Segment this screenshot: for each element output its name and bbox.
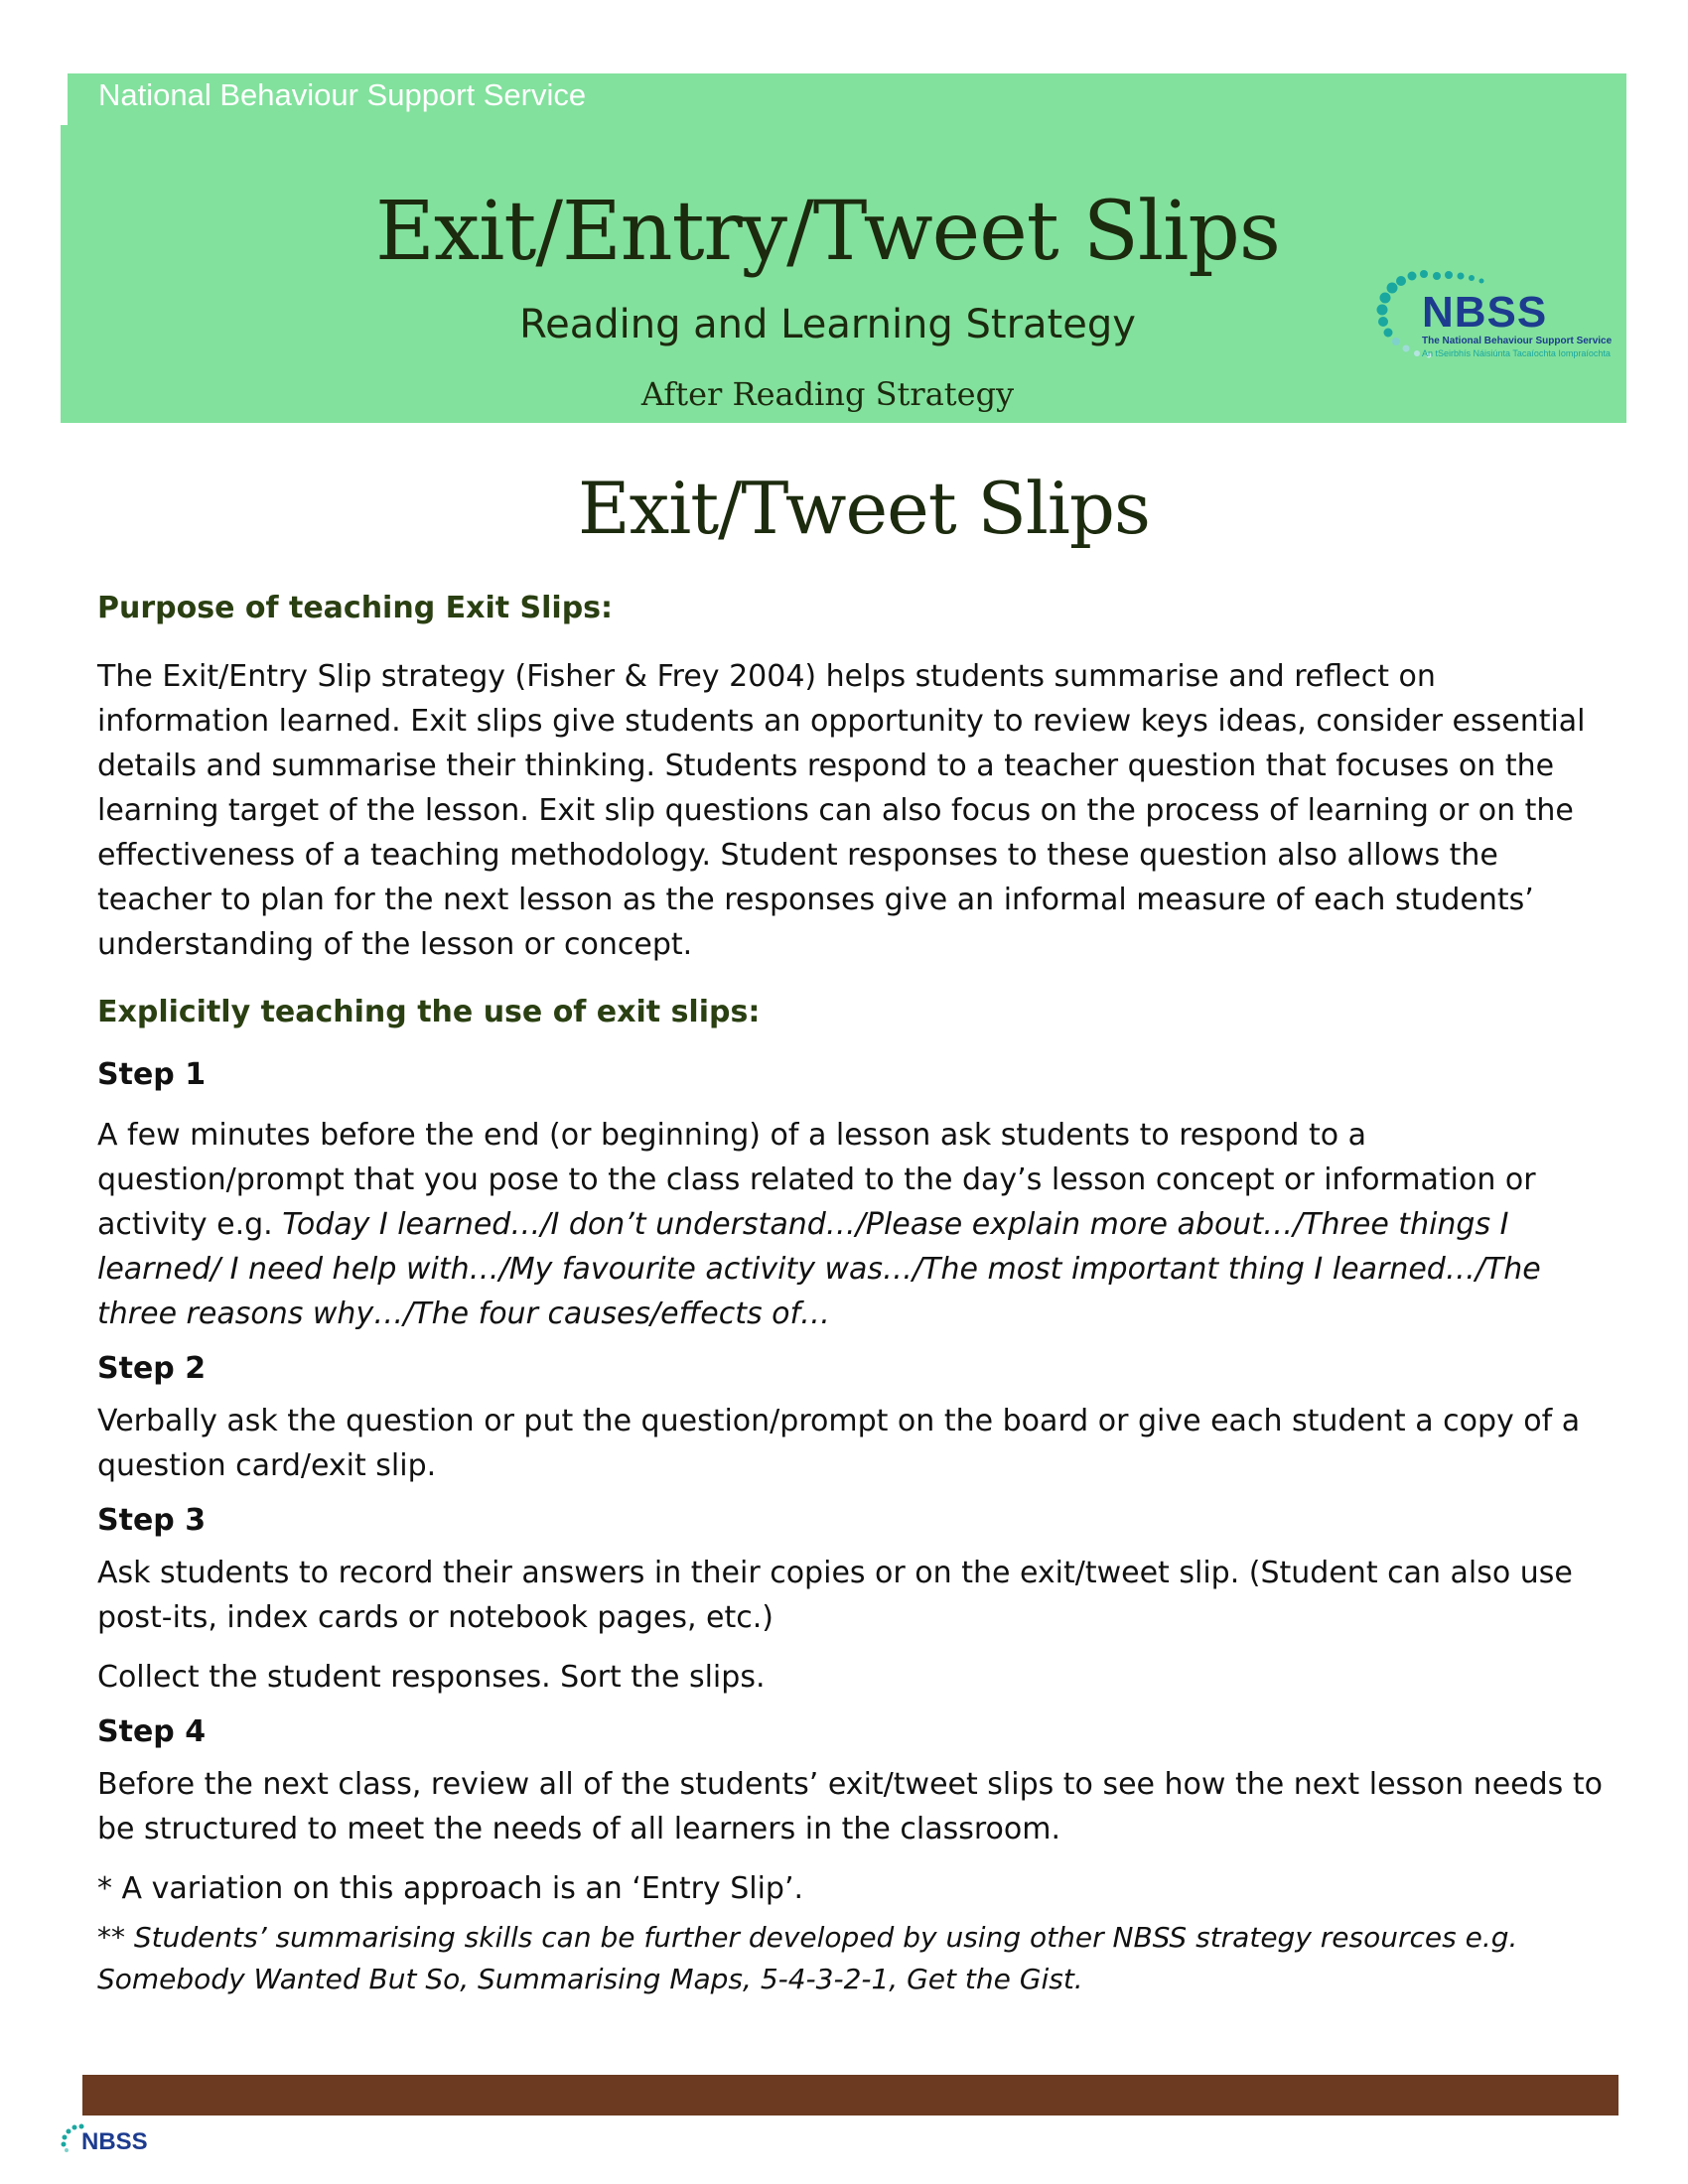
- step-2-label: Step 2: [97, 1351, 207, 1386]
- document-body: [97, 586, 1617, 2000]
- step-1-text: [97, 1113, 1617, 1336]
- step-1-label: Step 1: [97, 1057, 207, 1092]
- nbss-logo: [1374, 266, 1613, 375]
- footer-logo-text: NBSS: [81, 2128, 148, 2155]
- step-2-text: Verbally ask the question or put the question/prompt on the board or give each student a copy of a question card/exit slip.: [97, 1404, 1581, 1483]
- strategy-type: After Reading Strategy: [640, 375, 1015, 413]
- step-4-label: Step 4: [97, 1714, 207, 1749]
- purpose-paragraph: The Exit/Entry Slip strategy (Fisher & Frey 2004) helps students summarise and reflect on information learned. Exit slips give students an opportunity to review keys ideas, consider essential details and summarise their thinking. Students respond to a teacher question that focuses on the learning target of the lesson. Exit slip questions can also focus on the process of learning or on the effectiveness of a teaching methodology. Student responses to these question also allows the teacher to plan for the next lesson as the responses give an informal measure of each students’ understanding of the lesson or concept.: [97, 659, 1586, 962]
- explicit-heading: Explicitly teaching the use of exit slips:: [97, 995, 761, 1029]
- banner-notch: [61, 73, 68, 125]
- footer-nbss-logo: [60, 2122, 159, 2158]
- step-3-text: Ask students to record their answers in their copies or on the exit/tweet slip. (Student can also use post-its, index cards or notebook pages, etc.): [97, 1556, 1573, 1635]
- logo-subtitle-irish: An tSeirbhís Náisiúnta Tacaíochta Iompraíochta: [1422, 348, 1611, 358]
- purpose-heading: Purpose of teaching Exit Slips:: [97, 591, 614, 625]
- further-note: [97, 1917, 1617, 2000]
- step-1-intro: A few minutes before the end (or beginning) of a lesson ask students to respond to a question/prompt that you pose to the class related to the day’s lesson concept or information or activity e.g.: [97, 1118, 1536, 1242]
- section-title: Exit/Tweet Slips: [578, 467, 1150, 550]
- page-title: Exit/Entry/Tweet Slips: [375, 185, 1280, 279]
- further-note-prefix: **: [97, 1921, 134, 1954]
- footer-bar: [82, 2075, 1618, 2116]
- dots-top-icon: [1429, 268, 1538, 288]
- variation-note: * A variation on this approach is an ‘Entry Slip’.: [97, 1871, 804, 1906]
- step-1-examples: Today I learned…/I don’t understand…/Please explain more about…/Three things I learned/ I need help with…/My favourite activity was…/The most important thing I learned…/The three reasons why…/The four causes/effects of…: [97, 1207, 1541, 1331]
- further-note-text: Students’ summarising skills can be further developed by using other NBSS strategy resources e.g. Somebody Wanted But So, Summarising Maps, 5-4-3-2-1, Get the Gist.: [97, 1921, 1518, 1995]
- logo-text: NBSS: [1422, 288, 1548, 337]
- logo-subtitle-english: The National Behaviour Support Service: [1422, 336, 1613, 346]
- step-3-extra: Collect the student responses. Sort the slips.: [97, 1660, 766, 1695]
- step-4-text: Before the next class, review all of the students’ exit/tweet slips to see how the next lesson needs to be structured to meet the needs of all learners in the classroom.: [97, 1767, 1603, 1846]
- page-subtitle: Reading and Learning Strategy: [519, 302, 1136, 347]
- org-name: National Behaviour Support Service: [98, 77, 587, 112]
- step-3-label: Step 3: [97, 1503, 207, 1538]
